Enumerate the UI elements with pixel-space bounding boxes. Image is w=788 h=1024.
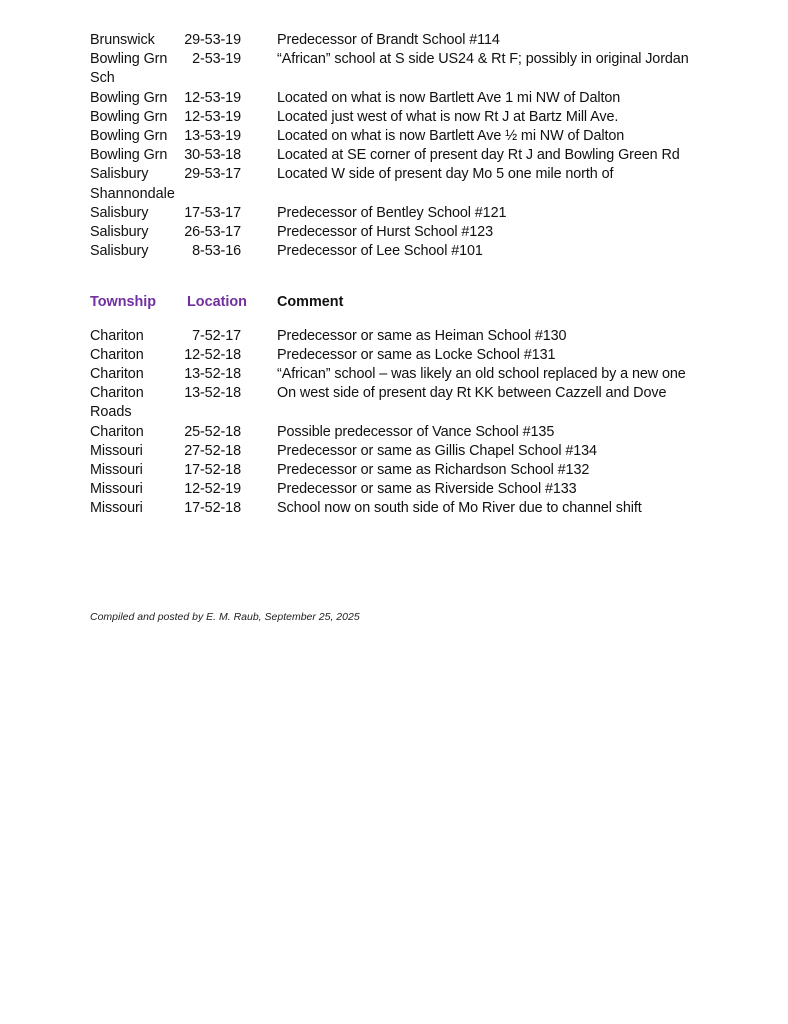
township-continuation: Sch	[90, 70, 115, 87]
header-comment: Comment	[277, 294, 344, 311]
table-row	[90, 480, 730, 499]
township-cell: Bowling Grn	[90, 147, 168, 164]
comment-cell: Predecessor or same as Heiman School #130	[277, 327, 567, 344]
comment-cell: Located just west of what is now Rt J at Bartz Mill Ave.	[277, 108, 619, 125]
location-cell: 29-53-19	[184, 32, 241, 48]
township-cell: Bowling Grn	[90, 89, 168, 106]
township-cell: Chariton	[90, 385, 144, 402]
table-row	[90, 204, 730, 223]
location-cell: 17-52-18	[184, 500, 241, 517]
header-township: Township	[90, 294, 157, 311]
location-cell: 30-53-18	[184, 147, 241, 164]
schools-table-section-1	[90, 31, 730, 261]
comment-cell: On west side of present day Rt KK between Cazzell and Dove	[277, 385, 667, 402]
township-cell: Salisbury	[90, 204, 149, 221]
township-cell: Bowling Grn	[90, 108, 168, 125]
table-row	[90, 146, 730, 165]
table-row	[90, 423, 730, 442]
table-row	[90, 442, 730, 461]
township-cell: Missouri	[90, 462, 143, 479]
township-cell: Chariton	[90, 346, 144, 363]
location-cell: 13-53-19	[184, 128, 241, 145]
comment-cell: Possible predecessor of Vance School #135	[277, 423, 555, 440]
location-cell: 25-52-18	[184, 423, 241, 440]
table-row	[90, 127, 730, 146]
township-cell: Chariton	[90, 327, 144, 344]
table-row	[90, 346, 730, 365]
table-row	[90, 461, 730, 480]
table-row	[90, 365, 730, 384]
table-row	[90, 499, 730, 518]
section-spacer	[90, 261, 730, 293]
township-cell: Chariton	[90, 366, 144, 383]
comment-cell: “African” school at S side US24 & Rt F; possibly in original Jordan	[277, 51, 689, 68]
township-cell: Brunswick	[90, 32, 155, 48]
comment-cell: Located at SE corner of present day Rt J and Bowling Green Rd	[277, 147, 680, 164]
comment-cell: Predecessor of Brandt School #114	[277, 32, 500, 48]
location-cell: 12-53-19	[184, 89, 241, 106]
location-cell: 2-53-19	[192, 51, 241, 68]
location-cell: 8-53-16	[192, 243, 241, 260]
township-cell: Salisbury	[90, 224, 149, 241]
table-row	[90, 31, 730, 50]
table-row	[90, 223, 730, 242]
table-row	[90, 165, 730, 184]
header-location: Location	[187, 294, 247, 311]
township-cell: Salisbury	[90, 166, 149, 183]
comment-cell: Predecessor or same as Richardson School #132	[277, 462, 590, 479]
location-cell: 12-53-19	[184, 108, 241, 125]
township-cell: Bowling Grn	[90, 128, 168, 145]
township-cell: Missouri	[90, 500, 143, 517]
location-cell: 26-53-17	[184, 224, 241, 241]
township-cell: Bowling Grn	[90, 51, 168, 68]
location-cell: 13-52-18	[184, 366, 241, 383]
comment-cell: Predecessor or same as Locke School #131	[277, 346, 556, 363]
comment-continuation: Roads	[90, 404, 132, 421]
table-row	[90, 108, 730, 127]
location-cell: 12-52-18	[184, 346, 241, 363]
comment-cell: School now on south side of Mo River due to channel shift	[277, 500, 642, 517]
schools-table-section-2	[90, 293, 730, 518]
comment-cell: Located W side of present day Mo 5 one mile north of	[277, 166, 614, 183]
comment-cell: Predecessor of Hurst School #123	[277, 224, 493, 241]
location-cell: 13-52-18	[184, 385, 241, 402]
location-cell: 17-52-18	[184, 462, 241, 479]
comment-cell: Predecessor of Lee School #101	[277, 243, 483, 260]
location-cell: 27-52-18	[184, 442, 241, 459]
comment-cell: Predecessor or same as Gillis Chapel School #134	[277, 442, 597, 459]
location-cell: 29-53-17	[184, 166, 241, 183]
location-cell: 17-53-17	[184, 204, 241, 221]
township-cell: Salisbury	[90, 243, 149, 260]
comment-cell: Predecessor or same as Riverside School #133	[277, 481, 577, 498]
township-cell: Chariton	[90, 423, 144, 440]
table-row	[90, 89, 730, 108]
table-row	[90, 242, 730, 261]
table-row	[90, 327, 730, 346]
location-cell: 12-52-19	[184, 481, 241, 498]
comment-cell: Located on what is now Bartlett Ave ½ mi NW of Dalton	[277, 128, 625, 145]
table-row	[90, 50, 730, 69]
township-cell: Missouri	[90, 481, 143, 498]
table-header	[90, 293, 730, 312]
location-cell: 7-52-17	[192, 327, 241, 344]
comment-cell: Predecessor of Bentley School #121	[277, 204, 507, 221]
document-page	[90, 31, 730, 519]
footer-credit: Compiled and posted by E. M. Raub, September 25, 2025	[90, 611, 360, 623]
comment-cell: “African” school – was likely an old school replaced by a new one	[277, 366, 686, 383]
township-cell: Missouri	[90, 442, 143, 459]
comment-cell: Located on what is now Bartlett Ave 1 mi NW of Dalton	[277, 89, 621, 106]
township-continuation: Shannondale	[90, 185, 175, 202]
table-row	[90, 384, 730, 403]
